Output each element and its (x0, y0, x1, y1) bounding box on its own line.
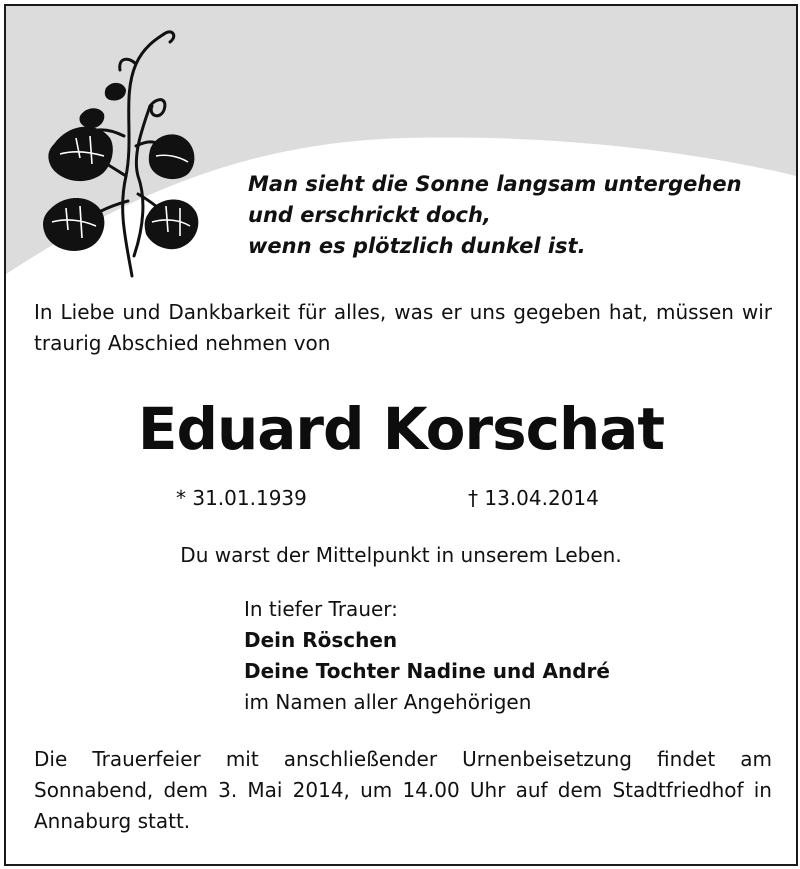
morning-glory-vine-icon (40, 26, 200, 286)
birth-date: * 31.01.1939 (176, 486, 307, 510)
motto: Du warst der Mittelpunkt in unserem Leben. (180, 543, 622, 567)
quote-line-3: wenn es plötzlich dunkel ist. (248, 234, 586, 258)
obituary-card (4, 4, 798, 866)
quote (248, 169, 788, 262)
quote-line-2: und erschrickt doch, (248, 203, 491, 227)
intro-text: In Liebe und Dankbarkeit für alles, was er uns gegeben hat, müssen wir traurig Abschied nehmen von (34, 300, 772, 355)
mourners-heading: In tiefer Trauer: (244, 597, 398, 621)
mourners-block (244, 594, 764, 718)
mourners-footer: im Namen aller Angehörigen (244, 690, 532, 714)
funeral-notice: Die Trauerfeier mit anschließender Urnenbeisetzung findet am Sonnabend, dem 3. Mai 2014, um 14.00 Uhr auf dem Stadtfriedhof in Annaburg statt. (34, 747, 772, 833)
mourner-name: Dein Röschen (244, 628, 398, 652)
mourner-name: Deine Tochter Nadine und André (244, 659, 610, 683)
death-date: † 13.04.2014 (468, 486, 599, 510)
quote-line-1: Man sieht die Sonne langsam untergehen (248, 172, 742, 196)
deceased-name: Eduard Korschat (137, 395, 665, 463)
